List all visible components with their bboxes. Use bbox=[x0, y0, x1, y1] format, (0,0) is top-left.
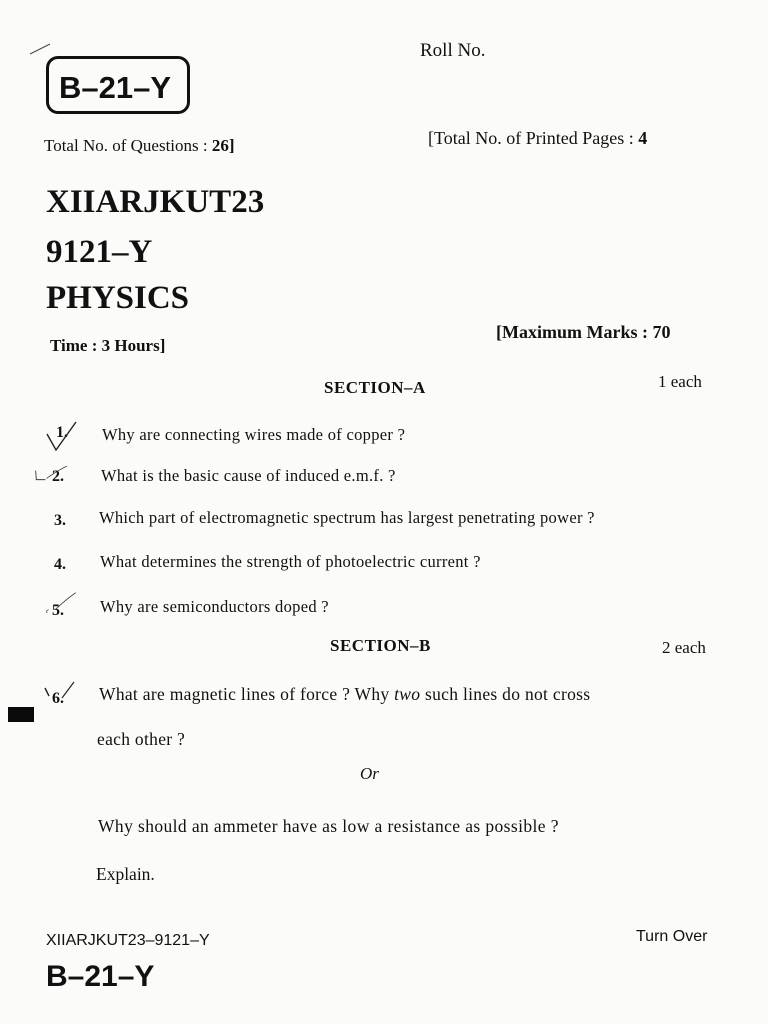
handwritten-tick-icon bbox=[34, 456, 68, 492]
question-6-italic: two bbox=[394, 684, 421, 704]
question-6-text bbox=[99, 684, 590, 705]
roll-no-label: Roll No. bbox=[420, 40, 486, 61]
turn-over-label: Turn Over bbox=[636, 928, 708, 945]
section-a-title: SECTION–A bbox=[324, 378, 426, 397]
alternative-question-line1: Why should an ammeter have as low a resistance as possible ? bbox=[98, 816, 559, 836]
question-4-text: What determines the strength of photoelectric current ? bbox=[100, 552, 481, 571]
question-6 bbox=[52, 690, 64, 708]
margin-mark bbox=[8, 707, 34, 722]
section-b-title: SECTION–B bbox=[330, 636, 431, 655]
or-label: Or bbox=[360, 764, 379, 783]
footer-paper-code: XIIARJKUT23–9121–Y bbox=[46, 932, 210, 949]
total-questions-value: 26] bbox=[211, 136, 235, 155]
printed-pages bbox=[428, 128, 647, 149]
question-4 bbox=[54, 556, 66, 574]
paper-subject: PHYSICS bbox=[46, 280, 190, 316]
paper-code: B–21–Y bbox=[59, 70, 172, 105]
paper-code-badge bbox=[46, 56, 190, 114]
question-number: 4. bbox=[54, 556, 66, 573]
question-3 bbox=[54, 512, 66, 530]
printed-pages-label: [Total No. of Printed Pages : bbox=[428, 128, 639, 148]
question-number: 3. bbox=[54, 512, 66, 529]
question-6-text-line2: each other ? bbox=[97, 729, 186, 749]
question-2-text: What is the basic cause of induced e.m.f. ? bbox=[101, 466, 396, 485]
maximum-marks: [Maximum Marks : 70 bbox=[496, 322, 671, 342]
question-6-part2: such lines do not cross bbox=[420, 684, 591, 704]
handwritten-tick-icon bbox=[44, 420, 78, 456]
alternative-question-line2: Explain. bbox=[96, 864, 155, 884]
question-6-part1: What are magnetic lines of force ? Why bbox=[99, 684, 395, 704]
printed-pages-value: 4 bbox=[638, 128, 648, 148]
question-1-text: Why are connecting wires made of copper ? bbox=[102, 425, 406, 444]
section-a-marks: 1 each bbox=[658, 372, 702, 391]
paper-title-number: 9121–Y bbox=[46, 234, 153, 270]
paper-title-code: XIIARJKUT23 bbox=[46, 184, 265, 220]
question-5-text: Why are semiconductors doped ? bbox=[100, 597, 329, 616]
footer-paper-id: B–21–Y bbox=[46, 960, 155, 993]
total-questions bbox=[44, 136, 235, 156]
total-questions-label: Total No. of Questions : bbox=[44, 136, 212, 155]
question-number: 1. bbox=[56, 424, 68, 441]
pen-stroke-icon bbox=[28, 30, 62, 66]
time-allowed: Time : 3 Hours] bbox=[50, 336, 166, 355]
question-number: 2. bbox=[52, 468, 64, 485]
question-number: 5. bbox=[52, 602, 64, 619]
handwritten-tick-icon bbox=[44, 586, 78, 622]
question-number: 6. bbox=[52, 690, 64, 707]
question-3-text: Which part of electromagnetic spectrum has largest penetrating power ? bbox=[99, 508, 595, 527]
section-b-marks: 2 each bbox=[662, 638, 706, 657]
